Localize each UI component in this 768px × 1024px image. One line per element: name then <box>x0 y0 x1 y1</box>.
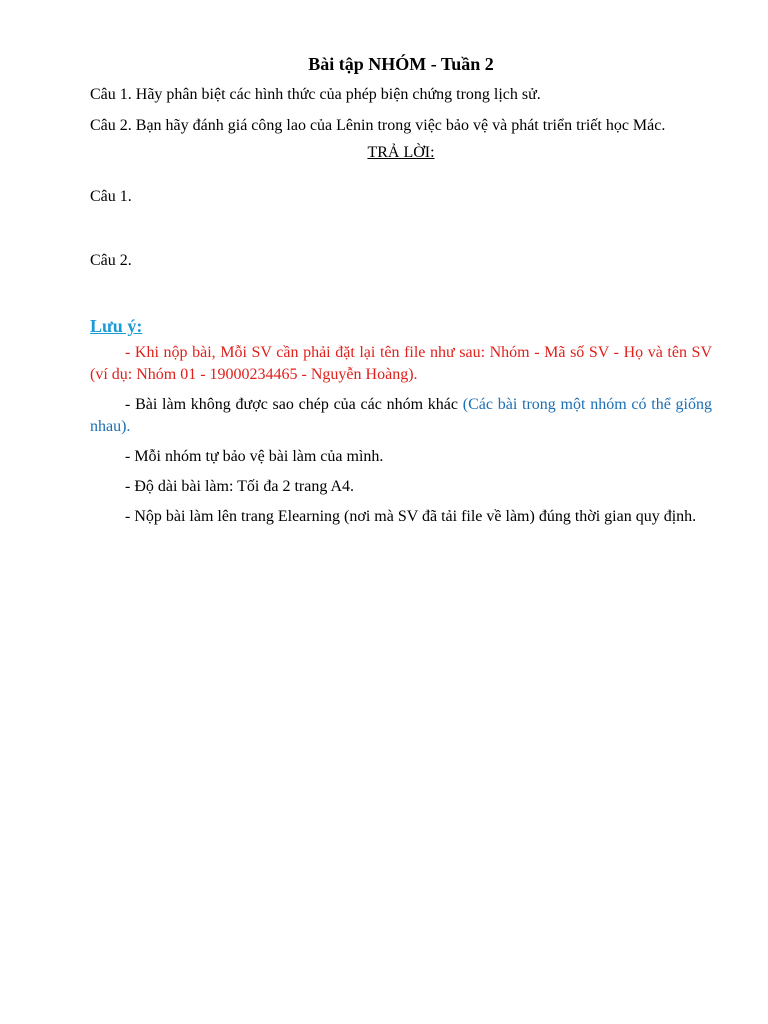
document-title: Bài tập NHÓM - Tuần 2 <box>308 54 494 74</box>
note-item-defend: - Mỗi nhóm tự bảo vệ bài làm của mình. <box>125 448 384 465</box>
document-page <box>90 52 712 536</box>
answer-2-label: Câu 2. <box>90 252 132 269</box>
answer-heading: TRẢ LỜI: <box>367 144 435 161</box>
note-heading: Lưu ý: <box>90 316 143 336</box>
answer-1-label: Câu 1. <box>90 188 132 205</box>
note-item-length: - Độ dài bài làm: Tối đa 2 trang A4. <box>125 478 354 495</box>
question-1: Câu 1. Hãy phân biệt các hình thức của phép biện chứng trong lịch sử. <box>90 86 541 103</box>
note-item-no-copy <box>90 394 712 438</box>
note-item-file-naming: - Khi nộp bài, Mỗi SV cần phải đặt lại tên file như sau: Nhóm - Mã số SV - Họ và tên SV (ví dụ: Nhóm 01 - 19000234465 - Nguyễn Hoàng). <box>90 344 712 383</box>
note-item-no-copy-text: - Bài làm không được sao chép của các nhóm khác <box>125 396 463 413</box>
question-2: Câu 2. Bạn hãy đánh giá công lao của Lênin trong việc bảo vệ và phát triển triết học Mác. <box>90 117 666 134</box>
note-item-no-copy-paren: (Các bài trong một nhóm có thể giống nhau). <box>90 396 712 435</box>
note-item-submit: - Nộp bài làm lên trang Elearning (nơi mà SV đã tải file về làm) đúng thời gian quy định. <box>125 508 697 525</box>
